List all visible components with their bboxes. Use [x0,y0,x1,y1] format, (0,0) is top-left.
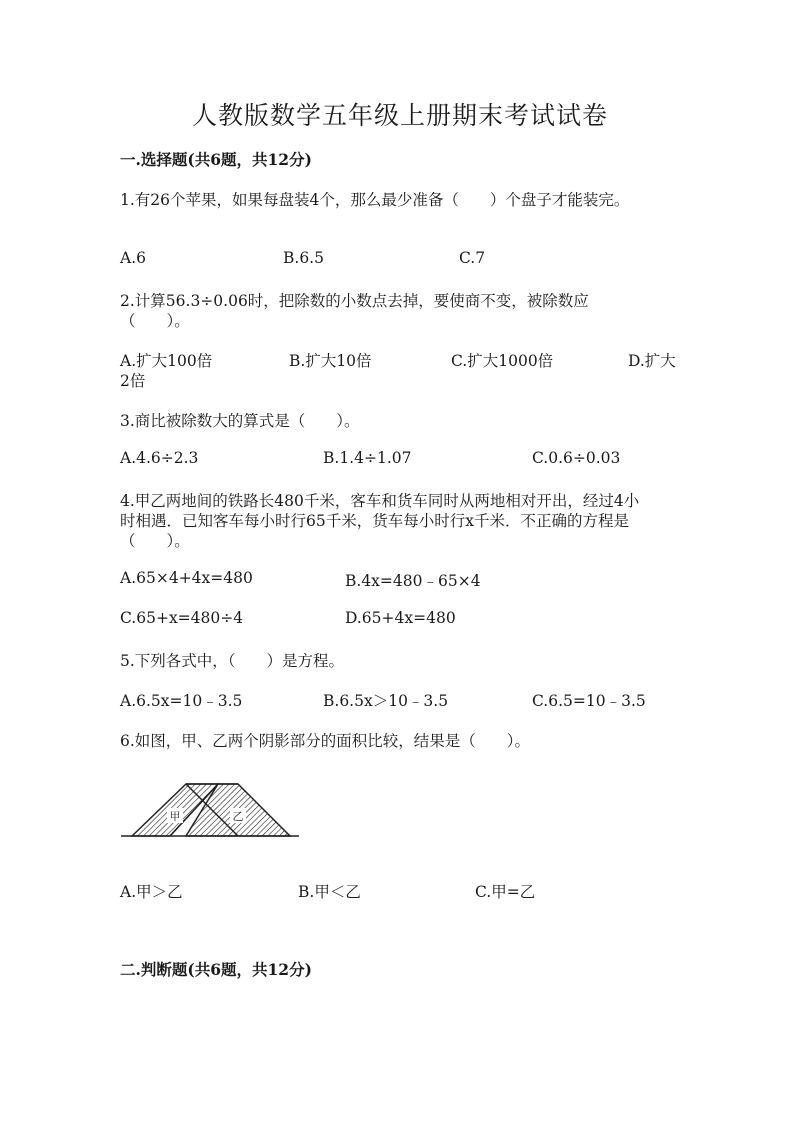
question-5-option-b: B.6.5x＞10﹣3.5 [323,692,449,710]
question-2-option-b: B.扩大10倍 [289,352,372,370]
question-4-option-b: B.4x=480﹣65×4 [345,572,481,590]
question-2-option-d: D.扩大 [628,352,676,370]
page-title: 人教版数学五年级上册期末考试试卷 [191,101,608,130]
question-2-option-c: C.扩大1000倍 [451,352,554,370]
question-5-stem: 5.下列各式中，（ ）是方程。 [120,652,345,670]
question-4-stem-line-1: 4.甲乙两地间的铁路长480千米，客车和货车同时从两地相对开出，经过4小 [120,492,640,510]
question-3-stem: 3.商比被除数大的算式是（ ）。 [120,412,360,430]
trapezoid-figure [118,776,302,842]
question-4-option-a: A.65×4+4x=480 [120,569,253,587]
question-4-option-c: C.65+x=480÷4 [120,609,244,627]
question-1-option-b: B.6.5 [283,249,324,267]
question-4-option-d: D.65+4x=480 [345,609,456,627]
section-1-heading: 一.选择题(共6题，共12分) [120,150,312,169]
question-2-stem-line-2: （ ）。 [120,312,190,330]
question-2-stem-line-1: 2.计算56.3÷0.06时，把除数的小数点去掉，要使商不变，被除数应 [120,292,589,310]
question-3-option-a: A.4.6÷2.3 [120,449,199,467]
question-1-option-a: A.6 [120,249,146,267]
question-6-option-c: C.甲=乙 [475,883,536,901]
question-4-stem-line-2: 时相遇．已知客车每小时行65千米，货车每小时行x千米．不正确的方程是 [120,512,629,530]
question-6-option-b: B.甲＜乙 [298,883,361,901]
question-6-option-a: A.甲＞乙 [120,883,183,901]
question-5-option-a: A.6.5x=10﹣3.5 [120,692,243,710]
figure-label-yi: 乙 [232,810,244,823]
question-1-stem: 1.有26个苹果，如果每盘装4个，那么最少准备（ ）个盘子才能装完。 [120,191,630,209]
question-3-option-b: B.1.4÷1.07 [323,449,412,467]
question-3-option-c: C.0.6÷0.03 [532,449,621,467]
question-1-option-c: C.7 [459,249,486,267]
question-2-option-a: A.扩大100倍 [120,352,213,370]
question-4-stem-line-3: （ ）。 [120,532,190,550]
section-2-heading: 二.判断题(共6题，共12分) [120,960,312,979]
question-5-option-c: C.6.5=10﹣3.5 [532,692,646,710]
question-2-option-d-continued: 2倍 [120,372,146,390]
question-6-stem: 6.如图，甲、乙两个阴影部分的面积比较，结果是（ ）。 [120,732,531,750]
figure-label-jia: 甲 [169,810,181,823]
